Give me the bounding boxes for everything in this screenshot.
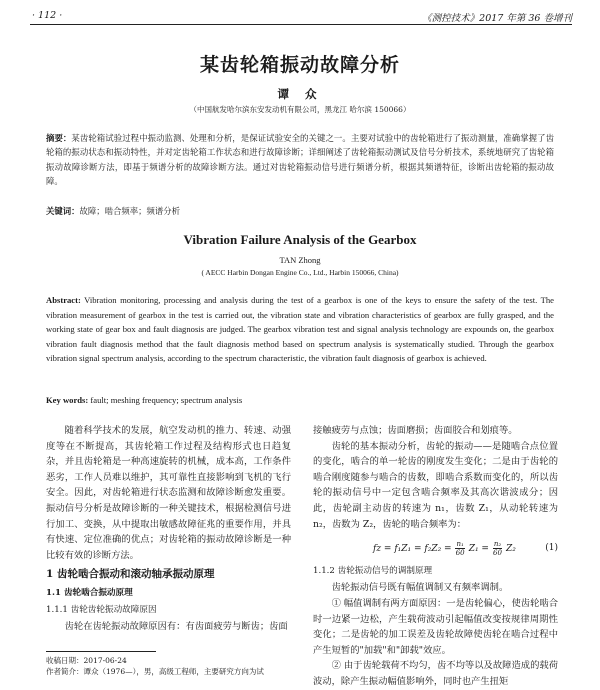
formula-lhs: fz = f₁Z₁ = f₂Z₂ = xyxy=(373,544,452,555)
section-1-1-heading: 1.1 齿轮啮合振动原理 xyxy=(46,587,133,598)
keywords-en xyxy=(46,395,554,405)
formula-mid: Z₁ = xyxy=(468,544,489,555)
journal-header: 《测控技术》2017 年第 36 卷增刊 xyxy=(422,13,572,24)
section-1-1-2-heading: 1.1.2 齿轮振动信号的调制原理 xyxy=(313,565,433,576)
abstract-en-label: Abstract: xyxy=(46,295,81,305)
affiliation-en: ( AECC Harbin Dongan Engine Co., Ltd., Harbin 150066, China) xyxy=(201,268,399,277)
item-1: ① 幅值调制有两方面原因：一是齿轮偏心，使齿轮啮合时一边紧一边松，产生载荷波动引起幅值改变按规律周期性变化；二是齿轮的加工误差及齿轮故障使齿轮在啮合过程中产生短暂的"加载"和"卸载"效应。 xyxy=(313,597,558,656)
keywords-cn-label: 关键词： xyxy=(46,206,80,216)
formula-tail: Z₂ xyxy=(506,544,516,555)
item-2: ② 由于齿轮载荷不均匀，齿不均等以及故障造成的载荷波动，除产生振动幅值影响外，同时也产生扭矩 xyxy=(313,660,558,687)
abstract-cn xyxy=(46,131,554,188)
keywords-cn-text: 故障；啮合频率；频谱分析 xyxy=(79,206,180,216)
intro-paragraph: 随着科学技术的发展，航空发动机的推力、转速、动强度等在不断提高，其齿轮箱工作过程及结构形式也日趋复杂，并且齿轮箱是一种高速旋转的机械，成本高，工作条件恶劣，工作人员难以维护，其可靠性直接影响到飞机的飞行安全。因此，对齿轮箱进行状态监测和故障诊断愈发重要。振动信号分析是故障诊断的一种关键技术，根据检测信号进行加工、变换，从中提取出敏感故障征兆的重要作用，并具有快速、定位准确的优点；对齿轮箱的振动故障诊断是一种比较有效的诊断方法。 xyxy=(46,425,291,561)
equation-number: (1) xyxy=(545,543,558,554)
footnote-received: 收稿日期：2017-06-24 xyxy=(46,656,127,665)
fraction-1-numerator: n₁ xyxy=(456,540,464,549)
keywords-cn xyxy=(46,204,554,218)
formula-body xyxy=(373,540,516,558)
paper-title-cn: 某齿轮箱振动故障分析 xyxy=(199,54,400,76)
section-1-1-1-heading: 1.1.1 齿轮齿轮振动故障原因 xyxy=(46,604,157,615)
body-left-column xyxy=(46,423,291,635)
formula-fraction-1 xyxy=(455,540,464,557)
fraction-2-denominator: 60 xyxy=(493,549,502,558)
abstract-en-text: Vibration monitoring, processing and analysis during the test of a gearbox is one of the keys to ensure the safety of the test. The vibration measurement of gearbox in the test is carried out, the vibration state and vibration characteristics of gearbox are fully grasped, and the working state of gear box and fault diagnosis are judged. The gearbox vibration test and signal analysis technology are expounds on, the gearbox vibration fault diagnosis method that the fault diagnosis method based on spectrum analysis is systematically studied. Through the gearbox vibration signal spectrum analysis, according to the spectrum characteristic, the vibration fault diagnosis of gearbox is achieved. xyxy=(46,295,554,364)
abstract-cn-label: 摘要： xyxy=(46,133,72,143)
author-en: TAN Zhong xyxy=(279,255,321,265)
footnote-rule xyxy=(46,651,156,652)
right-top-line: 接触疲劳与点蚀；齿面磨损；齿面胶合和划痕等。 xyxy=(313,425,518,436)
affiliation-cn: （中国航发哈尔滨东安发动机有限公司，黑龙江 哈尔滨 150066） xyxy=(189,105,411,114)
formula-fraction-2 xyxy=(493,540,502,557)
keywords-en-text: fault; meshing frequency; spectrum analysis xyxy=(90,395,243,405)
paper-title-en: Vibration Failure Analysis of the Gearbox xyxy=(183,232,417,247)
author-cn: 谭 众 xyxy=(277,87,323,101)
keywords-en-label: Key words: xyxy=(46,395,89,405)
section-1-1-1-text: 齿轮在齿轮振动故障原因有：有齿面疲劳与断齿；齿面 xyxy=(64,621,288,633)
fraction-2-numerator: n₂ xyxy=(493,540,502,549)
fraction-1-denominator: 60 xyxy=(455,549,465,558)
abstract-en xyxy=(46,293,554,366)
body-right-column xyxy=(313,423,558,690)
page-number: · 112 · xyxy=(32,10,63,21)
mesh-frequency-formula xyxy=(313,540,558,558)
section-1-1-2-text: 齿轮振动信号既有幅值调制又有频率调制。 xyxy=(331,582,509,594)
footnote-author: 作者简介：谭众（1976—），男，高级工程师，主要研究方向为试 xyxy=(46,667,264,676)
section-1-heading: 1 齿轮啮合振动和滚动轴承振动原理 xyxy=(46,568,215,581)
abstract-cn-text: 某齿轮箱试验过程中振动监测、处理和分析，是保证试验安全的关键之一。主要对试验中的齿轮箱进行了振动测量，准确掌握了齿轮箱的振动状态和振动特性，并对定齿轮箱工作状态和进行故障诊断；详细阐述了齿轮箱振动测试及信号分析技术，系统地研究了齿轮箱振动故障诊断方法，即基于频谱分析的故障诊断方法。通过对齿轮箱振动信号进行频谱分析，根据其频谱特征，诊断出齿轮箱的振动故障。 xyxy=(46,133,554,186)
header-rule xyxy=(30,24,572,25)
vibration-paragraph: 齿轮的基本振动分析，齿轮的振动——是随啮合点位置的变化，啮合的单一轮齿的刚度发生变化；二是由于齿轮的啮合刚度随参与啮合的齿数，即啮合系数而变化的，所以齿轮的振动信号中一定包含啮合频率及其高次谐波成分；因此，齿轮副主动齿的转速为 n₁，齿数 Z₁，从动轮转速为 n₂，齿数为 Z₂，齿轮的啮合频率为： xyxy=(313,440,558,530)
